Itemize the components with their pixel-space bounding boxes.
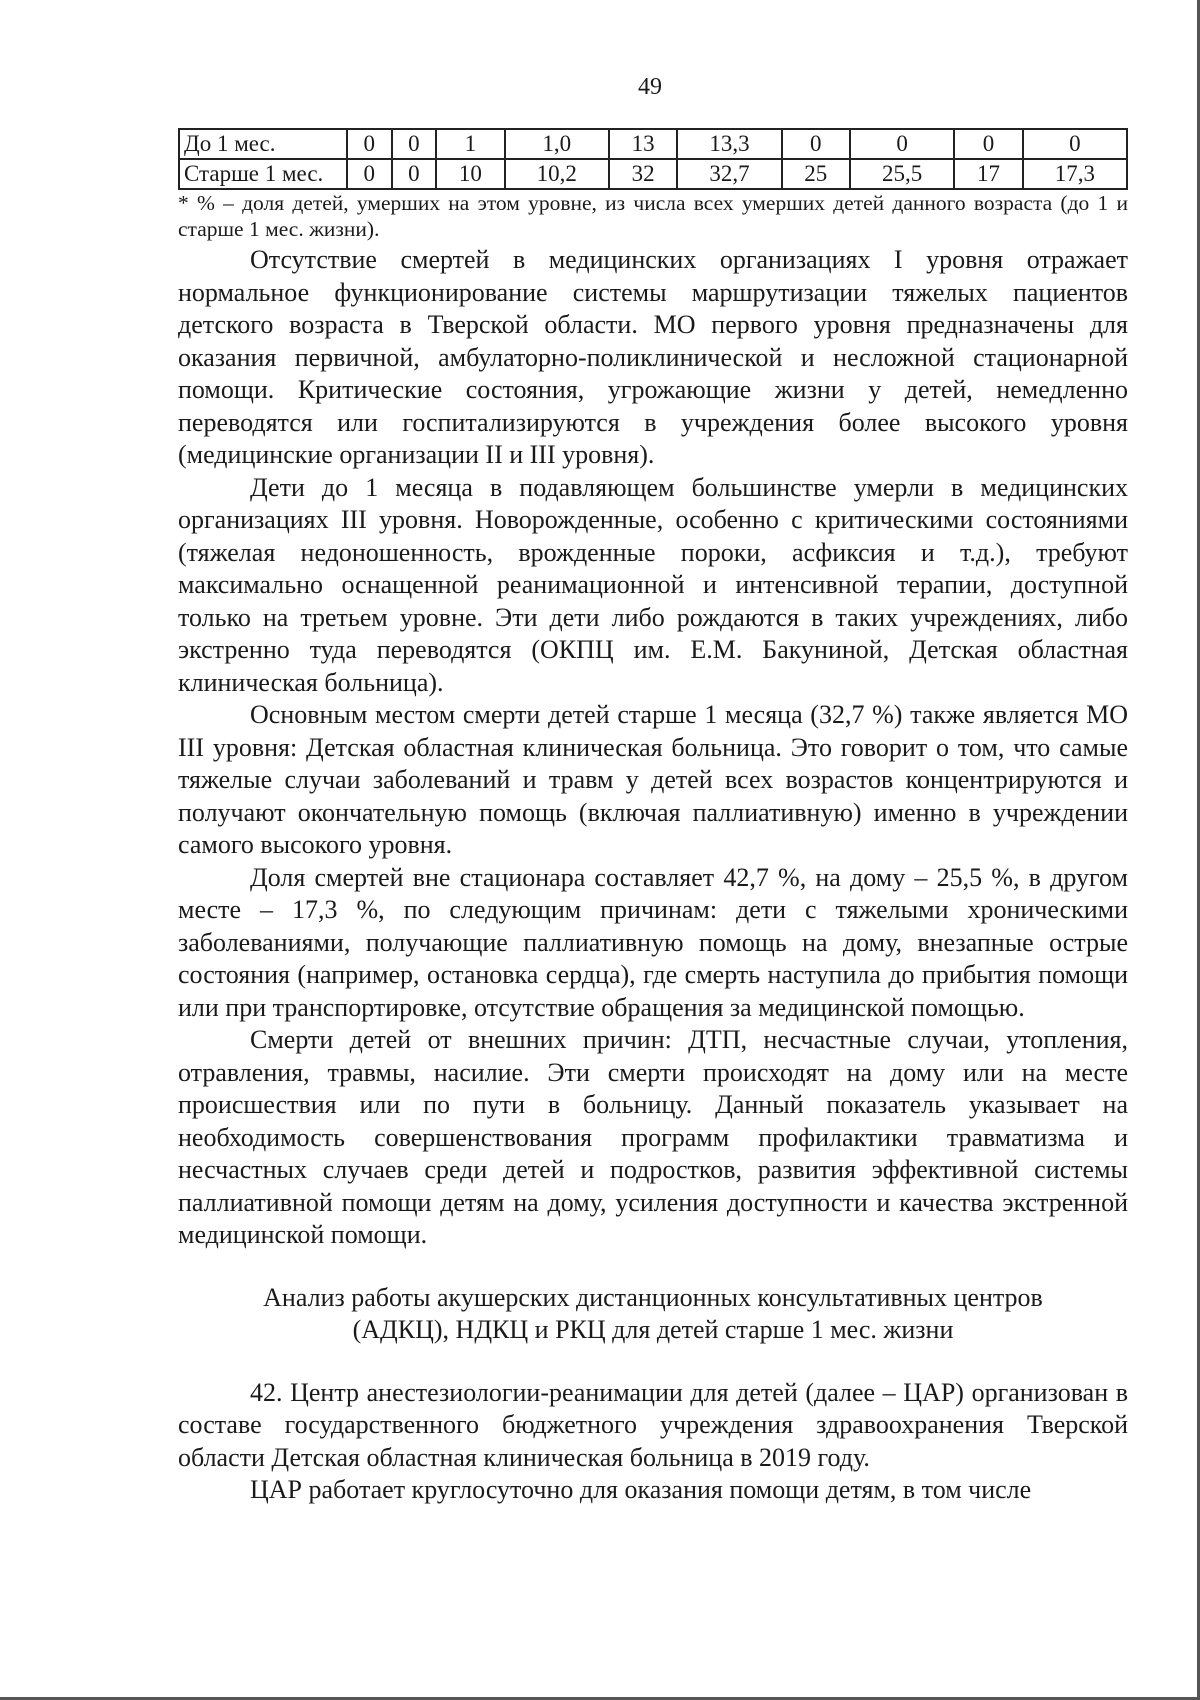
table-cell: 17 [954,159,1022,189]
table-cell: 32 [609,159,677,189]
section-heading-line: (АДКЦ), НДКЦ и РКЦ для детей старше 1 мес. жизни [352,1315,954,1344]
table-cell: 0 [1023,129,1127,159]
body-paragraph: Отсутствие смертей в медицинских организациях I уровня отражает нормальное функционирование системы маршрутизации тяжелых пациентов детского возраста в Тверской области. МО первого уровня предназначены для оказания первичной, амбулаторно-поликлинической и несложной стационарной помощи. Критические состояния, угрожающие жизни у детей, немедленно переводятся или госпитализируются в учреждения более высокого уровня (медицинские организации II и III уровня). [178,245,1128,469]
table-cell: 0 [392,159,437,189]
table-cell: 13 [609,129,677,159]
body-paragraph: Смерти детей от внешних причин: ДТП, несчастные случаи, утопления, отравления, травмы, насилие. Эти смерти происходят на дому или на месте происшествия или по пути в больницу. Данный показатель указывает на необходимость совершенствования программ профилактики травматизма и несчастных случаев среди детей и подростков, развития эффективной системы паллиативной помощи детям на дому, усиления доступности и качества экстренной медицинской помощи. [178,1025,1128,1249]
table-cell: 10,2 [505,159,609,189]
table-cell: 17,3 [1023,159,1127,189]
table-cell: 25,5 [850,159,954,189]
table-cell: 10 [436,159,504,189]
row-label: Старше 1 мес. [179,159,347,189]
table-cell: 0 [347,129,392,159]
body-paragraph: Доля смертей вне стационара составляет 42,7 %, на дому – 25,5 %, в другом месте – 17,3 %, по следующим причинам: дети с тяжелыми хроническими заболеваниями, получающие паллиативную помощь на дому, внезапные острые состояния (например, остановка сердца), где смерть наступила до прибытия помощи или при транспортировке, отсутствие обращения за медицинской помощью. [178,862,1128,1022]
section-heading [178,1282,1128,1347]
table-cell: 0 [347,159,392,189]
row-label: До 1 мес. [179,129,347,159]
body-paragraph: Дети до 1 месяца в подавляющем большинстве умерли в медицинских организациях III уровня. Новорожденные, особенно с критическими состояниями (тяжелая недоношенность, врожденные пороки, асфиксия и т.д.), требуют максимально оснащенной реанимационной и интенсивной терапии, доступной только на третьем уровне. Эти дети либо рождаются в таких учреждениях, либо экстренно туда переводятся (ОКПЦ им. Е.М. Бакуниной, Детская областная клиническая больница). [178,472,1128,697]
table-row [179,159,1127,189]
table-cell: 1 [436,129,504,159]
body-paragraph: 42. Центр анестезиологии-реанимации для детей (далее – ЦАР) организован в составе государственного бюджетного учреждения здравоохранения Тверской области Детская областная клиническая больница в 2019 году. [178,1377,1128,1472]
table-row [179,129,1127,159]
table-cell: 25 [782,159,850,189]
page-number: 49 [638,74,662,100]
table-cell: 0 [392,129,437,159]
mortality-table-fragment [178,128,1128,190]
body-paragraph: ЦАР работает круглосуточно для оказания помощи детям, в том числе [250,1475,1032,1504]
table-cell: 13,3 [677,129,781,159]
table-cell: 0 [954,129,1022,159]
section-heading-line: Анализ работы акушерских дистанционных консультативных центров [263,1282,1043,1312]
mortality-table [178,128,1128,190]
table-cell: 0 [782,129,850,159]
table-footnote: * % – доля детей, умерших на этом уровне, из числа всех умерших детей данного возраста (до 1 и старше 1 мес. жизни). [178,191,1128,241]
table-cell: 32,7 [677,159,781,189]
table-cell: 1,0 [505,129,609,159]
document-body [178,244,1128,1507]
body-paragraph: Основным местом смерти детей старше 1 месяца (32,7 %) также является МО III уровня: Детская областная клиническая больница. Это говорит о том, что самые тяжелые случаи заболеваний и травм у детей всех возрастов концентрируются и получают окончательную помощь (включая паллиативную) именно в учреждении самого высокого уровня. [178,700,1128,859]
table-cell: 0 [850,129,954,159]
